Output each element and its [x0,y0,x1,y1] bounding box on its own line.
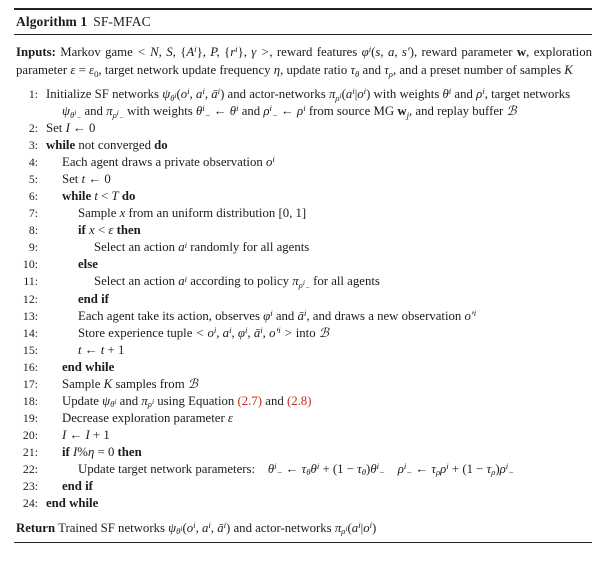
line-text: Update $\psi_{\theta^i}$ and $\pi_{\rho^i}$ using Equation (2.7) and (2.8) [62,393,312,410]
algo-line [14,273,592,293]
equation-ref-2-7[interactable]: (2.7) [237,393,263,408]
algo-line [14,188,592,205]
line-text: I ← I + 1 [62,427,110,442]
algo-line [14,120,592,137]
line-text: if I%η = 0 then [62,444,142,459]
bottom-rule [14,542,592,543]
line-text: t ← t + 1 [78,342,125,357]
line-text: end while [46,495,99,510]
algo-line [14,495,592,512]
line-number: 4: [28,155,38,170]
algo-line [14,359,592,376]
line-text: end while [62,359,115,374]
line-number: 15: [22,342,38,357]
line-text: Sample x from an uniform distribution [0, 1] [78,206,307,221]
line-text: if x < ε then [78,223,141,238]
line-number: 23: [22,478,38,493]
line-number: 5: [28,172,38,187]
algorithm-label: Algorithm 1 [16,14,88,29]
algo-line [14,154,592,171]
algo-line [14,376,592,393]
algo-line [14,444,592,461]
line-text: Store experience tuple < $o^i$, $a^i$, $\varphi^i$, $ā^i$, $o'^i$ > into ℬ [78,324,329,340]
algo-line [14,410,592,427]
algo-line [14,291,592,308]
algo-line [14,205,592,222]
line-text: Update target network parameters: $\theta^i_-$ ← $\tau_\theta\theta^i + (1 - \tau_\theta)\theta^i_-$ $\rho^i_-$ ← $\tau_\rho\rho^i + (1 - \tau_\rho)\rho^i_-$ [78,460,515,478]
algo-line [14,308,592,325]
line-number: 13: [22,308,38,323]
inputs-paragraph: Inputs: Markov game < N, S, $\{A^i\}$, P, $\{r^i\}$, γ >, reward features $\varphi^i(s$, a, s′), reward parameter w, exploration parameter $\varepsilon = \varepsilon_0$, target network update frequency η, update ratio $\tau_\theta$ and $\tau_\rho$, and a preset number of samples K [16,44,593,79]
return-statement: Return Trained SF networks $\psi_{\theta^i}(o^i$, $a^i$, $ā^i$) and actor-networks $\pi_{\rho^i}(a^i|o^i)$ [16,519,377,537]
line-number: 11: [23,274,38,289]
algorithm-body [14,86,592,511]
algo-line [14,478,592,495]
line-text: else [78,257,98,272]
algo-line [14,239,592,256]
line-number: 20: [22,427,38,442]
algo-line [14,427,592,444]
line-number: 24: [22,495,38,510]
line-number: 6: [28,189,38,204]
algo-line [14,325,592,342]
line-text: Decrease exploration parameter ε [62,410,233,425]
line-number: 3: [28,138,38,153]
algo-line [14,171,592,188]
line-text: Sample K samples from ℬ [62,376,198,391]
line-text: while t < T do [62,189,136,204]
line-number: 18: [22,393,38,408]
line-number: 21: [22,444,38,459]
line-number: 2: [28,121,38,136]
line-number: 12: [22,291,38,306]
line-text: Select an action $a^i$ randomly for all agents [94,239,310,255]
algo-line [14,222,592,239]
line-number: 17: [22,376,38,391]
line-number: 19: [22,410,38,425]
line-text: end if [78,291,109,306]
line-text: Select an action $a^i$ according to policy $\pi_{\rho^i_-}$ for all agents [94,273,380,293]
line-number: 22: [22,461,38,476]
algo-line [14,137,592,154]
line-number: 7: [28,206,38,221]
algorithm-title [14,10,592,34]
line-number: 14: [22,325,38,340]
line-text: while not converged do [46,138,168,153]
algorithm-box [14,8,592,543]
line-number: 8: [28,223,38,238]
line-text: Set I ← 0 [46,121,96,136]
algorithm-name: SF-MFAC [93,14,151,29]
algo-line [14,461,592,478]
algo-line [14,256,592,273]
equation-ref-2-8[interactable]: (2.8) [286,393,312,408]
algo-line [14,86,592,123]
line-number: 1: [28,87,38,102]
line-text: Initialize SF networks $\psi_{\theta^i}(o^i$, $a^i$, $ā^i$) and actor-networks $\pi_{\rho^i}(a^i|o^i)$ with weights $\theta^i$ and $\rho^i$, target networks $\psi_{\theta^i_-}$ and $\pi_{\rho^i_-}$ with weights $\theta^i_-$ ← $\theta^i$ and $\rho^i_-$ ← $\rho^i$ from source MG $w_j$, and replay buffer ℬ [46,86,571,123]
algo-line [14,342,592,359]
line-text: Each agent take its action, observes $\varphi^i$ and $ā^i$, and draws a new observation $o'^i$ [78,307,477,323]
line-number: 10: [22,257,38,272]
line-number: 9: [28,240,38,255]
title-rule [14,34,592,35]
algo-line [14,393,592,410]
line-number: 16: [22,359,38,374]
line-text: Set t ← 0 [62,172,111,187]
line-text: end if [62,478,93,493]
line-text: Each agent draws a private observation $o^i$ [62,154,275,170]
